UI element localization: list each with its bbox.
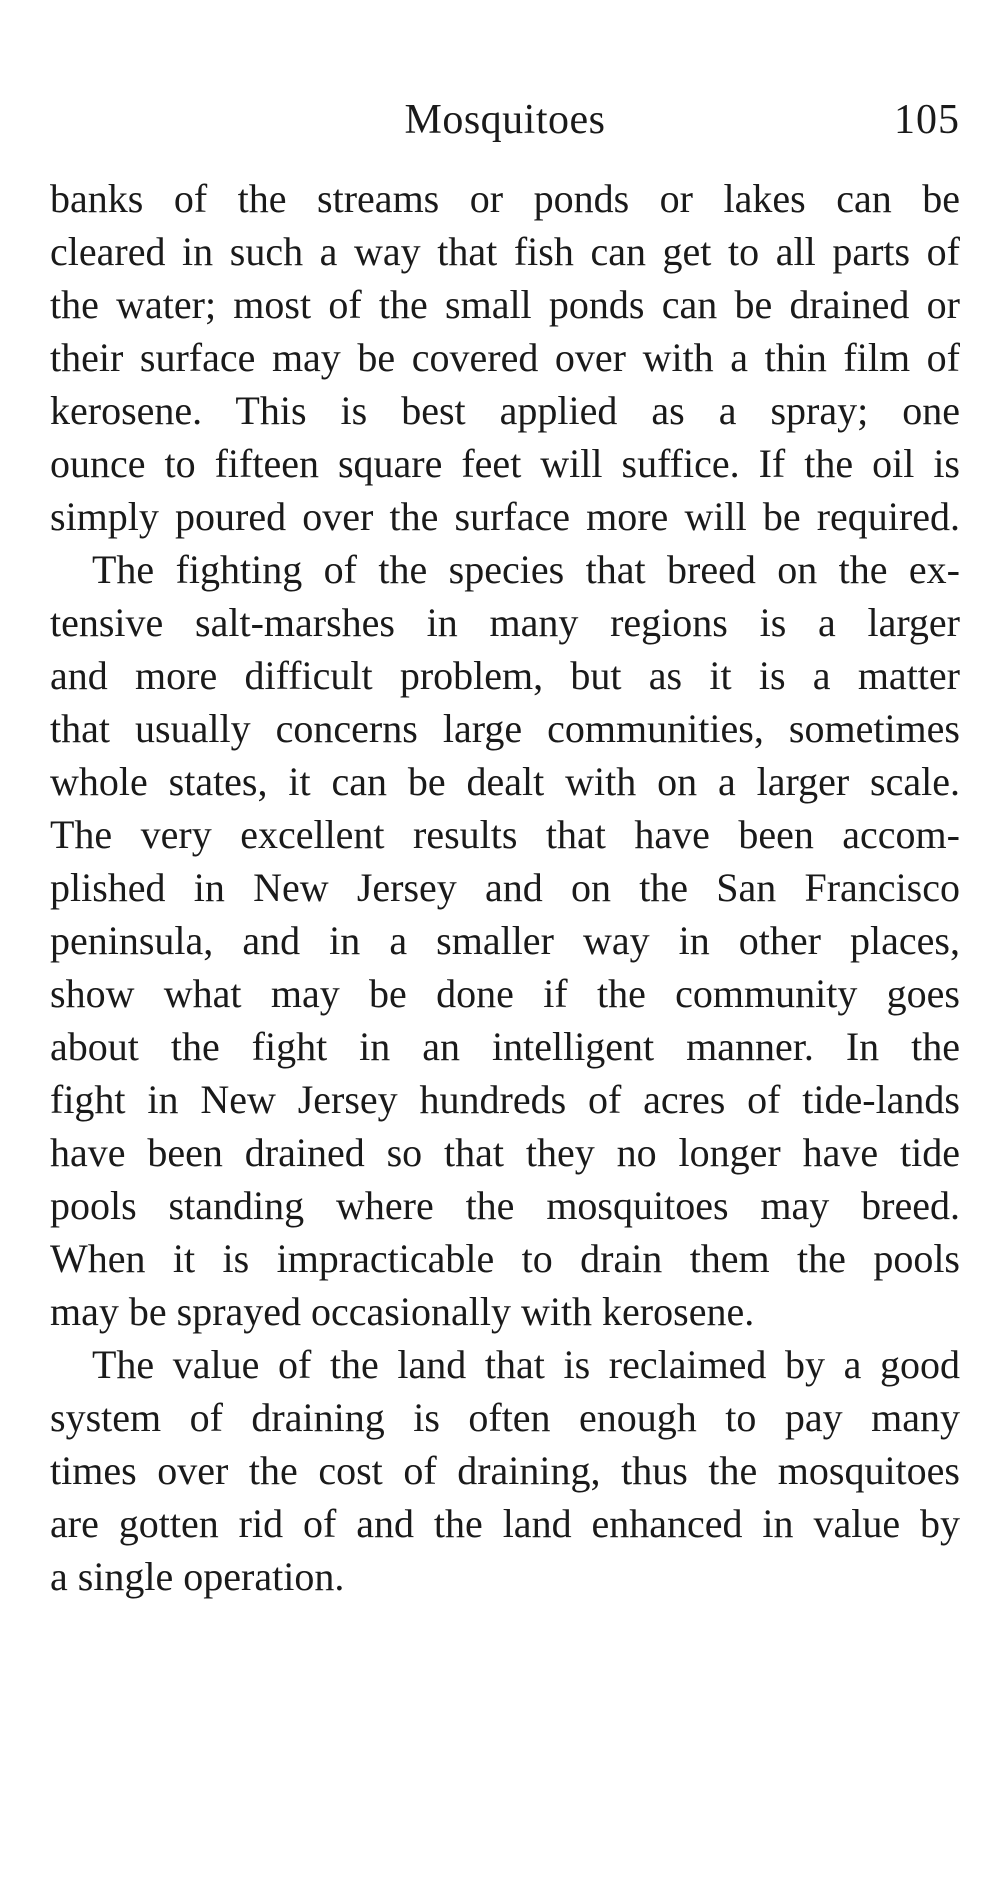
text-line: the water; most of the small ponds can be drained or (50, 282, 960, 327)
page-number: 105 (894, 97, 960, 143)
text-line: The fighting of the species that breed on the ex- (92, 547, 960, 592)
text-line: and more difficult problem, but as it is a matter (50, 653, 960, 698)
text-line: ounce to fifteen square feet will suffice. If the oil is (50, 441, 960, 486)
running-head (50, 90, 960, 150)
text-line: their surface may be covered over with a thin film of (50, 335, 960, 380)
text-line: a single operation. (50, 1554, 345, 1599)
text-line: fight in New Jersey hundreds of acres of tide-lands (50, 1077, 960, 1122)
text-line: show what may be done if the community goes (50, 971, 960, 1016)
text-line: may be sprayed occasionally with kerosene. (50, 1289, 755, 1334)
text-line: that usually concerns large communities, sometimes (50, 706, 960, 751)
text-line: whole states, it can be dealt with on a larger scale. (50, 759, 960, 804)
text-line: banks of the streams or ponds or lakes can be (50, 176, 960, 221)
text-line: simply poured over the surface more will be required. (50, 494, 960, 539)
text-line: cleared in such a way that fish can get to all parts of (50, 229, 960, 274)
body-text (50, 172, 960, 1603)
text-line: kerosene. This is best applied as a spray; one (50, 388, 960, 433)
paragraph-2 (50, 543, 960, 1338)
text-line: When it is impracticable to drain them the pools (50, 1236, 960, 1281)
running-title: Mosquitoes (404, 97, 606, 143)
text-line: times over the cost of draining, thus the mosquitoes (50, 1448, 960, 1493)
text-line: The very excellent results that have been accom- (50, 812, 960, 857)
text-line: tensive salt-marshes in many regions is a larger (50, 600, 960, 645)
text-line: system of draining is often enough to pay many (50, 1395, 960, 1440)
text-line: are gotten rid of and the land enhanced in value by (50, 1501, 960, 1546)
paragraph-1 (50, 172, 960, 543)
text-line: have been drained so that they no longer have tide (50, 1130, 960, 1175)
text-line: about the fight in an intelligent manner. In the (50, 1024, 960, 1069)
text-line: plished in New Jersey and on the San Francisco (50, 865, 960, 910)
book-page (50, 90, 960, 1603)
text-line: The value of the land that is reclaimed by a good (92, 1342, 960, 1387)
text-line: pools standing where the mosquitoes may breed. (50, 1183, 960, 1228)
paragraph-3 (50, 1338, 960, 1603)
text-line: peninsula, and in a smaller way in other places, (50, 918, 960, 963)
